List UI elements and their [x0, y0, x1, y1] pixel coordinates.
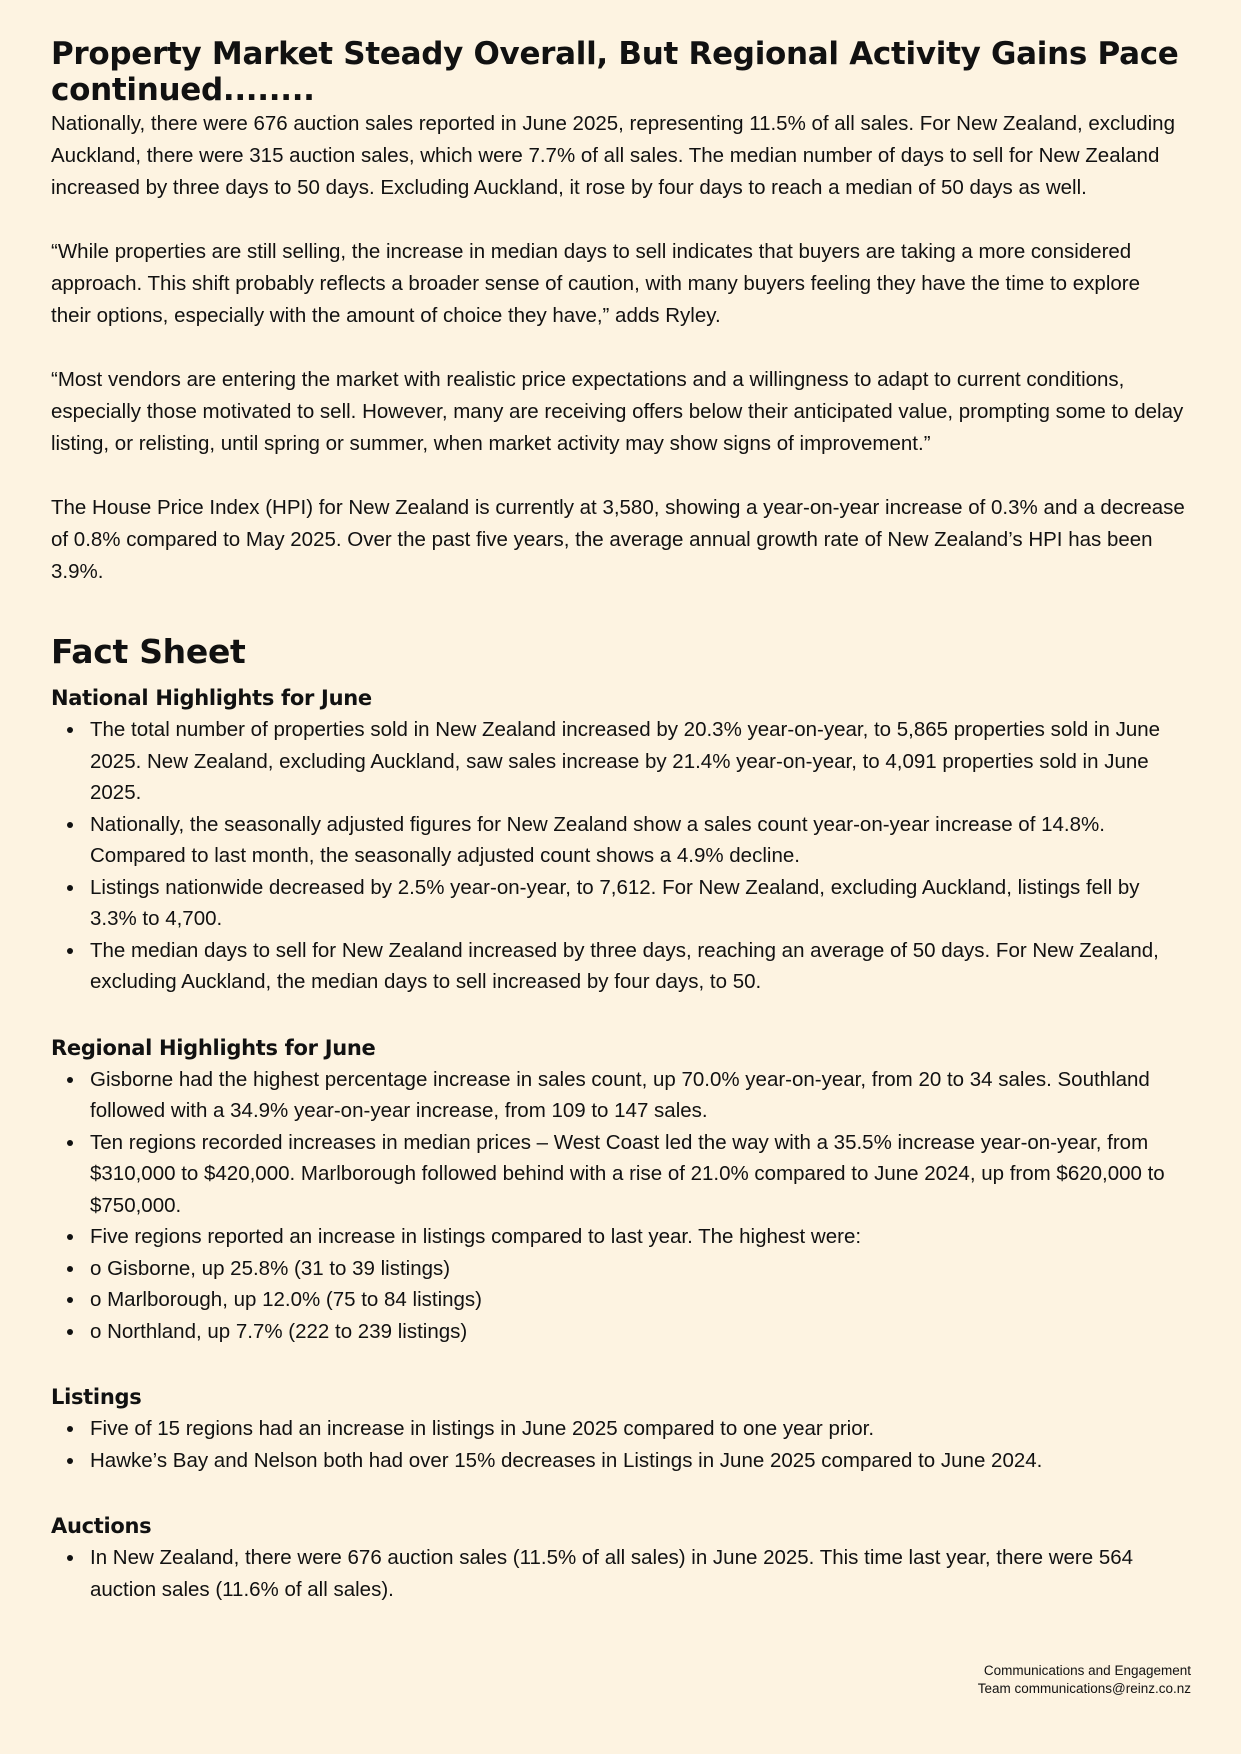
list-item: o Northland, up 7.7% (222 to 239 listings) — [51, 1316, 1185, 1348]
intro-section — [51, 108, 1185, 588]
paragraph-quote-buyers: “While properties are still selling, the increase in median days to sell indicates that buyers are taking a more considered approach. This shift probably reflects a broader sense of caution, with many buyers feeling they have the time to explore their options, especially with the amount of choice they have,” adds Ryley. — [51, 240, 1141, 327]
list-item: Hawke’s Bay and Nelson both had over 15% decreases in Listings in June 2025 compared to June 2024. — [51, 1445, 1185, 1477]
list-item: The total number of properties sold in New Zealand increased by 20.3% year-on-year, to 5,865 properties sold in June 2025. New Zealand, excluding Auckland, saw sales increase by 21.4% year-on-year, to 4,091 properties sold in June 2025. — [51, 714, 1185, 809]
list-item: o Marlborough, up 12.0% (75 to 84 listings) — [51, 1284, 1185, 1316]
list-item: Five regions reported an increase in listings compared to last year. The highest were: — [51, 1221, 1185, 1253]
paragraph-quote-vendors: “Most vendors are entering the market with realistic price expectations and a willingness to adapt to current conditions, especially those motivated to sell. However, many are receiving offers below their anticipated value, prompting some to delay listing, or relisting, until spring or summer, when market activity may show signs of improvement.” — [51, 368, 1184, 455]
list-item: o Gisborne, up 25.8% (31 to 39 listings) — [51, 1253, 1185, 1285]
page-title: Property Market Steady Overall, But Regional Activity Gains Pace continued........ — [51, 36, 1179, 108]
fact-sheet-heading: Fact Sheet — [51, 632, 246, 671]
list-item: Ten regions recorded increases in median prices – West Coast led the way with a 35.5% increase year-on-year, from $310,000 to $420,000. Marlborough followed behind with a rise of 21.0% compared to June 2024, up from $620,000 to $750,000. — [51, 1127, 1185, 1222]
list-item: Five of 15 regions had an increase in listings in June 2025 compared to one year prior. — [51, 1413, 1185, 1445]
footer-team-line: Communications and Engagement — [983, 1663, 1191, 1678]
list-item: Nationally, the seasonally adjusted figures for New Zealand show a sales count year-on-year increase of 14.8%. Compared to last month, the seasonally adjusted count shows a 4.9% decline. — [51, 809, 1185, 872]
regional-highlights-list — [51, 1064, 1185, 1348]
national-highlights-heading: National Highlights for June — [51, 686, 372, 710]
national-highlights-list — [51, 714, 1185, 998]
list-item: The median days to sell for New Zealand increased by three days, reaching an average of 50 days. For New Zealand, excluding Auckland, the median days to sell increased by four days, to 50. — [51, 935, 1185, 998]
paragraph-auction-sales: Nationally, there were 676 auction sales reported in June 2025, representing 11.5% of all sales. For New Zealand, excluding Auckland, there were 315 auction sales, which were 7.7% of all sales. The median number of days to sell for New Zealand increased by three days to 50 days. Excluding Auckland, it rose by four days to reach a median of 50 days as well. — [51, 112, 1175, 199]
fact-sheet — [51, 628, 1185, 1605]
auctions-heading: Auctions — [51, 1514, 152, 1538]
list-item: Listings nationwide decreased by 2.5% year-on-year, to 7,612. For New Zealand, excluding Auckland, listings fell by 3.3% to 4,700. — [51, 872, 1185, 935]
paragraph-hpi: The House Price Index (HPI) for New Zealand is currently at 3,580, showing a year-on-year increase of 0.3% and a decrease of 0.8% compared to May 2025. Over the past five years, the average annual growth rate of New Zealand’s HPI has been 3.9%. — [51, 496, 1185, 583]
listings-heading: Listings — [51, 1385, 142, 1409]
list-item: Gisborne had the highest percentage increase in sales count, up 70.0% year-on-year, from 20 to 34 sales. Southland followed with a 34.9% year-on-year increase, from 109 to 147 sales. — [51, 1064, 1185, 1127]
regional-highlights-heading: Regional Highlights for June — [51, 1035, 376, 1060]
footer-email-line: Team communications@reinz.co.nz — [977, 1681, 1191, 1696]
footer-contact — [978, 1662, 1191, 1698]
auctions-list — [51, 1542, 1185, 1605]
list-item: In New Zealand, there were 676 auction sales (11.5% of all sales) in June 2025. This time last year, there were 564 auction sales (11.6% of all sales). — [51, 1542, 1185, 1605]
listings-list — [51, 1413, 1185, 1476]
